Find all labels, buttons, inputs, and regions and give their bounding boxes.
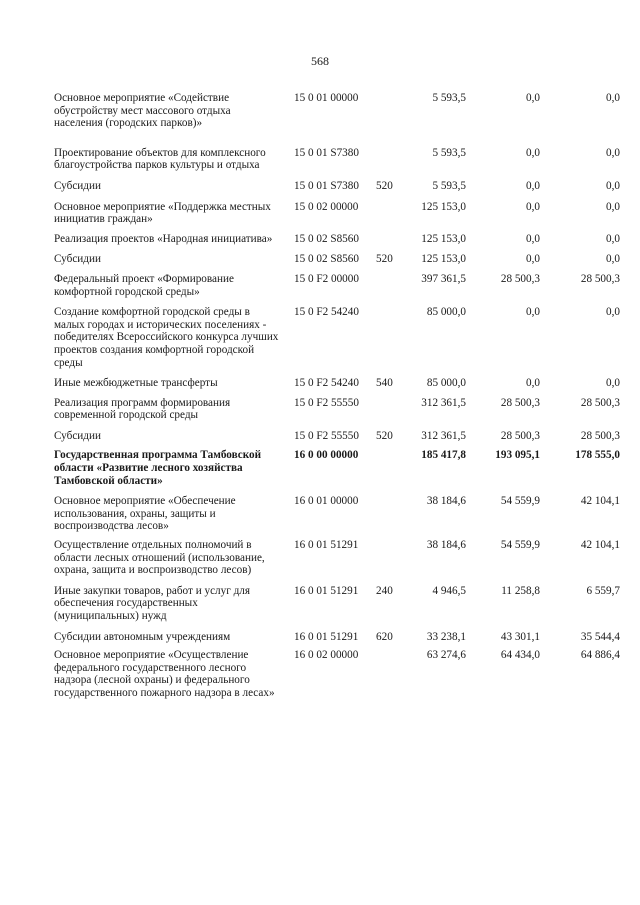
row-code: 15 0 02 S8560: [294, 232, 359, 245]
row-name: Субсидии автономным учреждениям: [54, 630, 231, 643]
row-value-3: 28 500,3: [580, 272, 620, 285]
row-value-2: 0,0: [526, 146, 540, 159]
row-name: Осуществление отдельных полномочий в области лесных отношений (использование, охрана, защита и воспроизводство лесов): [54, 539, 265, 577]
row-name: Основное мероприятие «Содействие обустройству мест массового отдыха населения (городских парков)»: [54, 92, 231, 130]
row-value-1: 33 238,1: [426, 630, 466, 643]
row-name: Основное мероприятие «Осуществление федерального государственного лесного надзора (лесной охраны) и федерального государственного пожарного надзора в лесах»: [54, 649, 275, 699]
table-row: [54, 253, 620, 266]
row-expense-type: 520: [376, 179, 393, 192]
row-name: Реализация проектов «Народная инициатива»: [54, 232, 273, 245]
row-value-3: 42 104,1: [580, 539, 620, 552]
page-number: 568: [311, 54, 329, 68]
budget-table: [54, 92, 620, 707]
row-code: 15 0 F2 54240: [294, 306, 359, 319]
row-value-2: 54 559,9: [500, 539, 540, 552]
table-row: [54, 92, 620, 130]
row-value-1: 397 361,5: [421, 272, 466, 285]
table-row: [54, 397, 620, 422]
row-value-3: 0,0: [606, 179, 620, 192]
table-row: [54, 233, 620, 246]
row-expense-type: 540: [376, 377, 393, 390]
row-name: Основное мероприятие «Обеспечение использования, охраны, защиты и воспроизводства лесов»: [54, 495, 236, 533]
row-name: Проектирование объектов для комплексного благоустройства парков культуры и отдыха: [54, 146, 266, 172]
row-value-1: 85 000,0: [426, 377, 466, 390]
table-row: [54, 273, 620, 298]
row-code: 16 0 01 51291: [294, 630, 359, 643]
row-value-3: 28 500,3: [580, 396, 620, 409]
row-value-3: 42 104,1: [580, 495, 620, 508]
row-value-3: 0,0: [606, 253, 620, 266]
table-row: [54, 147, 620, 172]
row-code: 15 0 01 00000: [294, 92, 359, 104]
row-code: 16 0 01 00000: [294, 495, 359, 508]
row-value-2: 0,0: [526, 200, 540, 213]
row-value-2: 0,0: [526, 306, 540, 319]
row-code: 16 0 02 00000: [294, 649, 359, 662]
row-value-3: 0,0: [606, 377, 620, 390]
row-name: Основное мероприятие «Поддержка местных инициатив граждан»: [54, 200, 271, 226]
row-value-2: 54 559,9: [500, 495, 540, 508]
row-expense-type: 520: [376, 253, 393, 266]
row-name: Федеральный проект «Формирование комфортной городской среды»: [54, 272, 234, 298]
row-code: 16 0 01 51291: [294, 539, 359, 552]
table-row: [54, 449, 620, 487]
row-code: 15 0 F2 00000: [294, 272, 359, 285]
row-value-1: 125 153,0: [421, 232, 466, 245]
row-code: 15 0 F2 55550: [294, 396, 359, 409]
row-value-3: 28 500,3: [580, 429, 620, 442]
row-value-1: 85 000,0: [426, 306, 466, 319]
row-value-1: 38 184,6: [426, 495, 466, 508]
row-value-3: 0,0: [606, 92, 620, 104]
row-name: Реализация программ формирования современной городской среды: [54, 396, 231, 422]
row-value-3: 0,0: [606, 232, 620, 245]
row-value-3: 64 886,4: [580, 649, 620, 662]
row-value-1: 312 361,5: [421, 429, 466, 442]
row-name: Создание комфортной городской среды в малых городах и исторических поселениях - победителях Всероссийского конкурса лучших проектов создания комфортной городской среды: [54, 306, 279, 369]
row-value-3: 0,0: [606, 146, 620, 159]
row-value-1: 125 153,0: [421, 200, 466, 213]
row-value-1: 4 946,5: [432, 584, 466, 597]
row-value-3: 6 559,7: [586, 584, 620, 597]
row-code: 15 0 F2 55550: [294, 429, 359, 442]
row-code: 15 0 02 S8560: [294, 253, 359, 266]
table-row: [54, 649, 620, 699]
row-code: 15 0 01 S7380: [294, 146, 359, 159]
row-expense-type: 240: [376, 584, 393, 597]
table-row: [54, 539, 620, 577]
row-value-1: 5 593,5: [432, 179, 466, 192]
row-value-3: 178 555,0: [575, 449, 620, 462]
row-value-2: 28 500,3: [500, 396, 540, 409]
row-value-1: 312 361,5: [421, 396, 466, 409]
row-value-1: 185 417,8: [421, 449, 466, 462]
row-value-2: 0,0: [526, 253, 540, 266]
row-name: Государственная программа Тамбовской области «Развитие лесного хозяйства Тамбовской области»: [54, 449, 262, 487]
row-name: Субсидии: [54, 429, 101, 442]
row-value-1: 5 593,5: [432, 92, 466, 104]
row-name: Иные межбюджетные трансферты: [54, 377, 218, 390]
row-value-2: 0,0: [526, 92, 540, 104]
table-row: [54, 430, 620, 443]
row-value-2: 28 500,3: [500, 429, 540, 442]
table-row: [54, 631, 620, 644]
row-value-2: 0,0: [526, 377, 540, 390]
row-value-2: 28 500,3: [500, 272, 540, 285]
row-code: 16 0 01 51291: [294, 584, 359, 597]
row-value-2: 43 301,1: [500, 630, 540, 643]
row-value-2: 0,0: [526, 179, 540, 192]
row-value-1: 5 593,5: [432, 146, 466, 159]
row-value-3: 0,0: [606, 306, 620, 319]
row-name: Субсидии: [54, 179, 101, 192]
row-value-3: 35 544,4: [580, 630, 620, 643]
table-row: [54, 306, 620, 369]
row-expense-type: 520: [376, 429, 393, 442]
row-value-2: 0,0: [526, 232, 540, 245]
row-value-1: 63 274,6: [426, 649, 466, 662]
table-row: [54, 180, 620, 193]
table-row: [54, 377, 620, 390]
row-expense-type: 620: [376, 630, 393, 643]
table-row: [54, 201, 620, 226]
row-name: Субсидии: [54, 253, 101, 266]
row-value-1: 125 153,0: [421, 253, 466, 266]
table-row: [54, 585, 620, 623]
row-code: 15 0 02 00000: [294, 200, 359, 213]
row-code: 15 0 F2 54240: [294, 377, 359, 390]
row-value-2: 11 258,8: [501, 584, 540, 597]
row-name: Иные закупки товаров, работ и услуг для обеспечения государственных (муниципальных) нужд: [54, 584, 251, 622]
row-value-3: 0,0: [606, 200, 620, 213]
row-code: 15 0 01 S7380: [294, 179, 359, 192]
table-row: [54, 495, 620, 533]
row-value-1: 38 184,6: [426, 539, 466, 552]
row-value-2: 193 095,1: [495, 449, 540, 462]
row-code: 16 0 00 00000: [294, 449, 359, 462]
row-value-2: 64 434,0: [500, 649, 540, 662]
